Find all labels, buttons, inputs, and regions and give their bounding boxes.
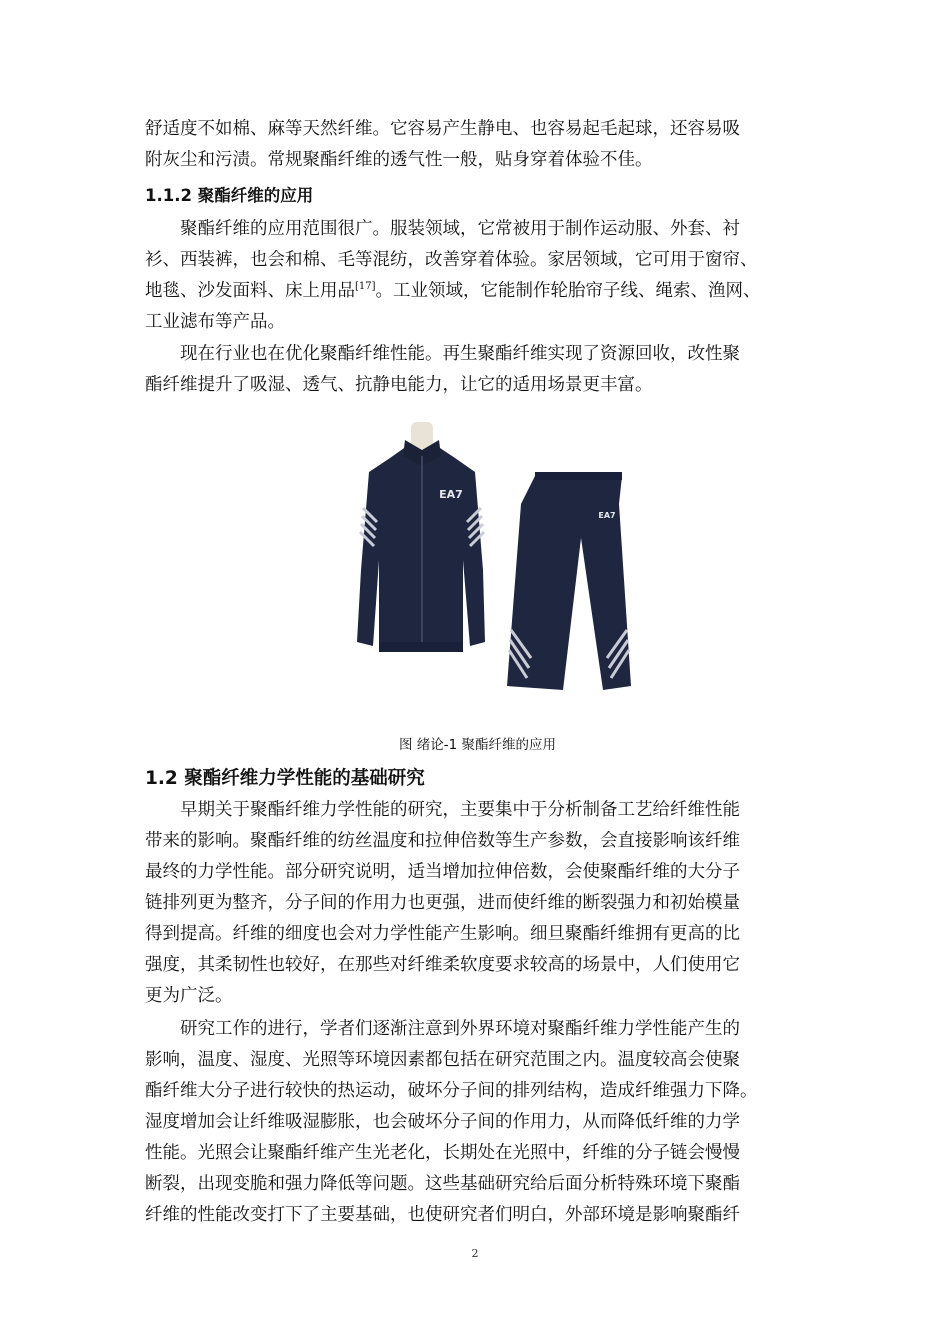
text-line: 酯纤维大分子进行较快的热运动，破坏分子间的排列结构，造成纤维强力下降。	[145, 1081, 758, 1101]
text-line: 最终的力学性能。部分研究说明，适当增加拉伸倍数，会使聚酯纤维的大分子	[145, 862, 740, 882]
text-line: 影响，温度、湿度、光照等环境因素都包括在研究范围之内。温度较高会使聚	[145, 1050, 740, 1070]
text-line: 附灰尘和污渍。常规聚酯纤维的透气性一般，贴身穿着体验不佳。	[145, 150, 653, 170]
citation-ref: [17]	[355, 281, 376, 292]
text-segment: 地毯、沙发面料、床上用品	[145, 281, 355, 301]
text-line: 带来的影响。聚酯纤维的纺丝温度和拉伸倍数等生产参数，会直接影响该纤维	[145, 831, 740, 851]
jacket-logo: EA7	[439, 488, 463, 501]
figure-caption: 图 绪论-1 聚酯纤维的应用	[398, 737, 557, 753]
text-line: 聚酯纤维的应用范围很广。服装领域，它常被用于制作运动服、外套、衬	[180, 219, 740, 239]
text-line: 强度，其柔韧性也较好，在那些对纤维柔软度要求较高的场景中，人们使用它	[145, 955, 740, 975]
text-line	[145, 276, 810, 307]
tracksuit-illustration	[335, 410, 635, 710]
paragraph-optimization	[145, 339, 810, 401]
text-line: 工业滤布等产品。	[145, 312, 285, 332]
paragraph-continued	[145, 114, 810, 176]
text-line: 早期关于聚酯纤维力学性能的研究，主要集中于分析制备工艺给纤维性能	[180, 800, 740, 820]
figure-tracksuit	[335, 410, 635, 710]
text-line: 湿度增加会让纤维吸湿膨胀，也会破坏分子间的作用力，从而降低纤维的力学	[145, 1112, 740, 1132]
text-line: 现在行业也在优化聚酯纤维性能。再生聚酯纤维实现了资源回收，改性聚	[180, 344, 740, 364]
text-line: 研究工作的进行，学者们逐渐注意到外界环境对聚酯纤维力学性能产生的	[180, 1019, 740, 1039]
text-line: 纤维的性能改变打下了主要基础，也使研究者们明白，外部环境是影响聚酯纤	[145, 1205, 740, 1225]
text-line: 性能。光照会让聚酯纤维产生光老化，长期处在光照中，纤维的分子链会慢慢	[145, 1143, 740, 1163]
text-line: 更为广泛。	[145, 986, 233, 1006]
text-segment: 。工业领域，它能制作轮胎帘子线、绳索、渔网、	[375, 281, 761, 301]
paragraph-environment-research	[145, 1014, 810, 1231]
pants	[507, 476, 631, 690]
section-heading-1-1-2: 1.1.2 聚酯纤维的应用	[145, 186, 314, 205]
paragraph-applications	[145, 214, 810, 338]
jacket-hem	[379, 642, 463, 652]
pants-logo: EA7	[598, 511, 616, 520]
text-line: 舒适度不如棉、麻等天然纤维。它容易产生静电、也容易起毛起球，还容易吸	[145, 119, 740, 139]
text-line: 酯纤维提升了吸湿、透气、抗静电能力，让它的适用场景更丰富。	[145, 375, 653, 395]
text-line: 链排列更为整齐，分子间的作用力也更强，进而使纤维的断裂强力和初始模量	[145, 893, 740, 913]
section-heading-1-2: 1.2 聚酯纤维力学性能的基础研究	[145, 768, 425, 789]
page-number: 2	[471, 1247, 479, 1260]
pants-waistband	[535, 472, 622, 480]
text-line: 得到提高。纤维的细度也会对力学性能产生影响。细旦聚酯纤维拥有更高的比	[145, 924, 740, 944]
paragraph-early-research	[145, 795, 810, 1012]
text-line: 衫、西装裤，也会和棉、毛等混纺，改善穿着体验。家居领域，它可用于窗帘、	[145, 250, 758, 270]
text-line: 断裂，出现变脆和强力降低等问题。这些基础研究给后面分析特殊环境下聚酯	[145, 1174, 740, 1194]
